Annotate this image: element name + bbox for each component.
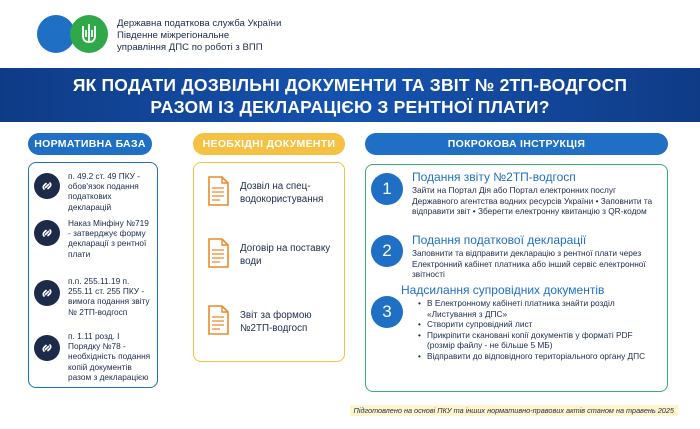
document-icon <box>207 305 229 335</box>
legal-item-text: п. 1.11 розд. І Порядку №78 - необхідність подання копій документів разом з декларацією <box>68 331 151 382</box>
legal-item-text: п.п. 255.11.19 п. 255.11 ст. 255 ПКУ - вимога подання звіту № 2ТП-водгосп <box>68 276 150 317</box>
step-bullet: • В Електронному кабінеті платника знайти розділ «Листування з ДПС» <box>418 298 653 319</box>
page-title <box>0 68 700 122</box>
legal-item-text: п. 49.2 ст. 49 ПКУ - обов'язок подання податкових декларацій <box>68 171 140 212</box>
step-body: Заповнити та відправити декларацію з рентної плати через Електронний кабінет платника або інший сервіс електронної звітності <box>412 248 646 280</box>
step-body: Зайти на Портал Дія або Портал електронних послуг Державного агентства водних ресурсів України • Заповнити та відправити звіт • Зберегти електронну квитанцію з QR-кодом <box>412 185 653 217</box>
organization-name <box>117 18 281 55</box>
link-icon <box>34 220 60 246</box>
section-steps-header: ПОКРОКОВА ІНСТРУКЦІЯ <box>365 133 668 155</box>
org-line-1: Державна податкова служба України <box>117 18 282 29</box>
link-icon <box>34 335 60 361</box>
title-line-1: ЯК ПОДАТИ ДОЗВІЛЬНІ ДОКУМЕНТИ ТА ЗВІТ № 2ТП-ВОДГОСП <box>72 75 628 95</box>
step-title: Подання податкової декларації <box>412 233 587 247</box>
step-number-badge: 3 <box>371 296 403 328</box>
org-line-2: Південне міжрегіональне <box>117 30 230 42</box>
legal-item-text: Наказ Мінфіну №719 - затверджує форму декларації з рентної плати <box>68 218 149 259</box>
title-line-2: РАЗОМ ІЗ ДЕКЛАРАЦІЄЮ З РЕНТНОЇ ПЛАТИ? <box>150 97 550 117</box>
section-legal-base-header: НОРМАТИВНА БАЗА <box>28 133 152 155</box>
trident-logo-icon <box>70 15 108 53</box>
document-item-text: Звіт за формою №2ТП-водгосп <box>240 310 312 334</box>
step-bullet: • Створити супровідний лист <box>418 319 653 330</box>
document-item-text: Дозвіл на спец-водокористування <box>240 181 324 205</box>
step-bullet: • Відправити до відповідного територіального органу ДПС <box>418 351 653 362</box>
step-title: Подання звіту №2ТП-водгосп <box>412 170 576 184</box>
step-bullet: • Прикріпити скановані копії документів у форматі PDF (розмір файлу - не більше 5 МБ) <box>418 330 653 351</box>
document-icon <box>207 176 229 206</box>
link-icon <box>34 173 60 199</box>
step-number-badge: 1 <box>371 173 403 205</box>
step-number-badge: 2 <box>371 235 403 267</box>
link-icon <box>34 280 60 306</box>
section-required-docs-header: НЕОБХІДНІ ДОКУМЕНТИ <box>193 133 345 155</box>
step-bullet-list <box>418 298 653 362</box>
step-title: Надсилання супровідних документів <box>401 283 605 297</box>
document-item-text: Договір на поставку води <box>240 243 331 267</box>
footnote: Підготовлено на основі ПКУ та інших нормативно-правових актів станом на травень 2025 <box>350 405 678 416</box>
org-line-3: управління ДПС по роботі з ВПП <box>117 42 263 54</box>
document-icon <box>207 238 229 268</box>
